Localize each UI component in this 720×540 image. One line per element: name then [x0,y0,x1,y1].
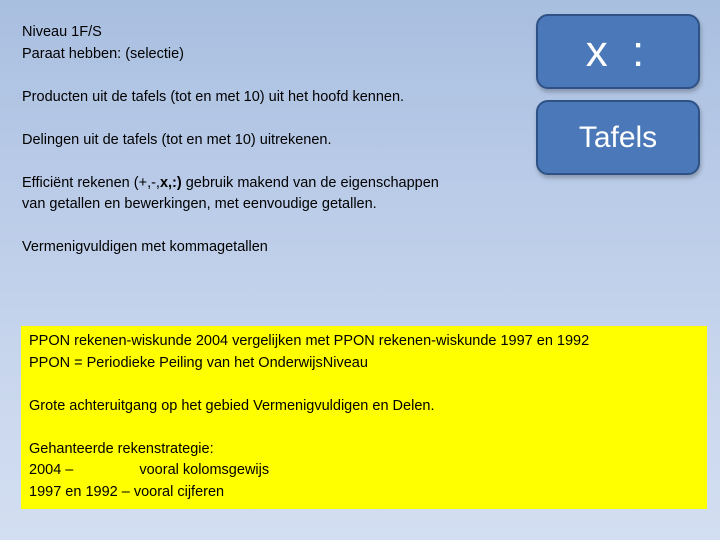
operators-button[interactable] [536,14,700,89]
products-item: Producten uit de tafels (tot en met 10) uit het hoofd kennen. [22,88,405,105]
ppon-info-box [21,326,707,509]
strategy-2004-text: vooral kolomsgewijs [139,462,270,478]
level-line: Niveau 1F/S [22,24,102,40]
spacer [29,417,699,439]
decimals-item: Vermenigvuldigen met kommagetallen [22,239,268,255]
efficient-calc-text-b: gebruik makend van de eigenschappen [181,174,439,191]
decline-line: Grote achteruitgang op het gebied Vermenigvuldigen en Delen. [29,397,435,414]
efficient-calc-text-a: Efficiënt rekenen (+,-, [22,174,160,191]
tafels-button[interactable] [536,100,700,175]
strategy-2004-line [29,460,699,482]
spacer [22,216,512,238]
strategy-heading: Gehanteerde rekenstrategie: [29,440,214,457]
operators-button-label: x : [585,26,651,76]
strategy-2004-year: 2004 – [29,462,74,478]
prerequisites-line: Paraat hebben: (selectie) [22,45,185,62]
ppon-definition-line: PPON = Periodieke Peiling van het OnderwijsNiveau [29,354,368,371]
spacer [22,65,512,87]
strategy-1997-line: 1997 en 1992 – vooral cijferen [29,483,225,500]
spacer [29,374,699,396]
spacer [22,151,512,173]
main-text-block [22,22,512,259]
efficient-calc-item-continued: van getallen en bewerkingen, met eenvoudige getallen. [22,196,377,212]
efficient-calc-item [22,173,512,195]
ppon-compare-line: PPON rekenen-wiskunde 2004 vergelijken met PPON rekenen-wiskunde 1997 en 1992 [29,333,590,349]
spacer [22,108,512,130]
divisions-item: Delingen uit de tafels (tot en met 10) uitrekenen. [22,131,332,148]
efficient-calc-operators: x,:) [159,174,182,191]
tafels-button-label: Tafels [578,120,658,154]
